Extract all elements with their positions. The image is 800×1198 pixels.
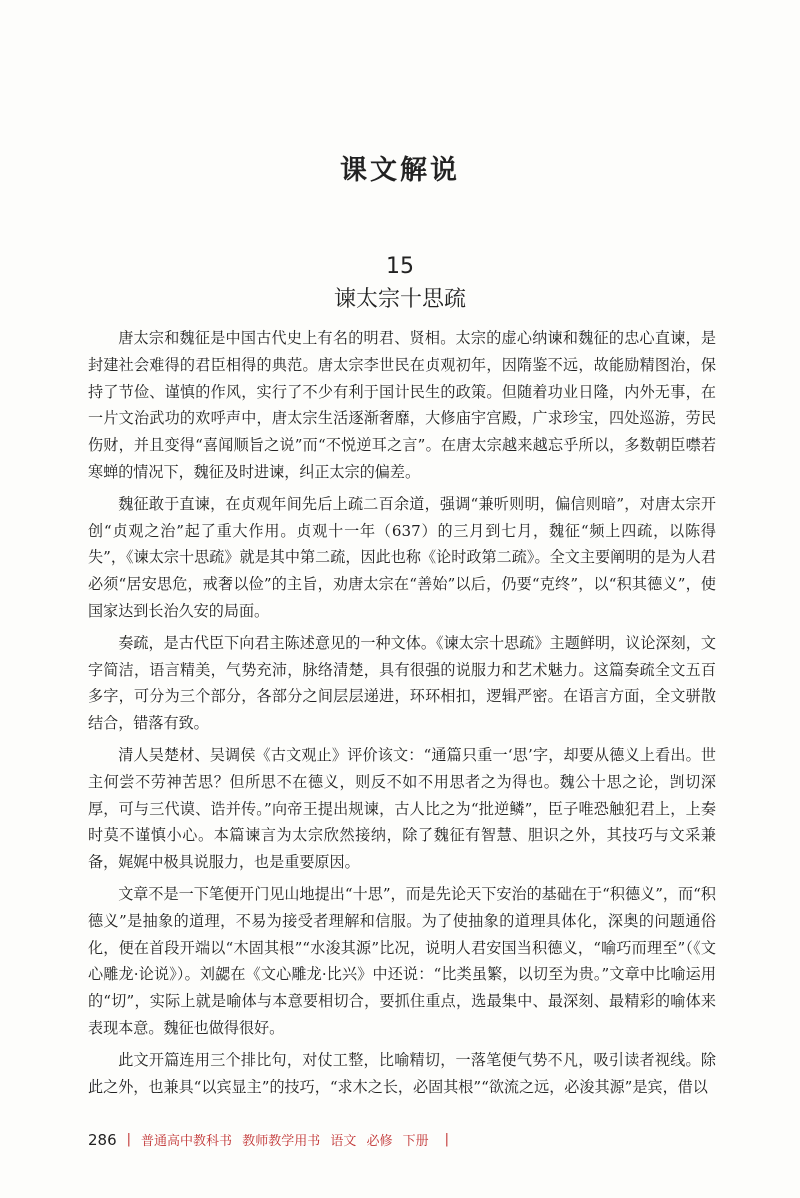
book-type: 教师教学用书 <box>242 1134 321 1149</box>
lesson-number: 15 <box>386 254 414 279</box>
paragraph: 奏疏，是古代臣下向君主陈述意见的一种文体。《谏太宗十思疏》主题鲜明，议论深刻，文字简洁，语言精美，气势充沛，脉络清楚，具有很强的说服力和艺术魅力。这篇奏疏全文五百多字，可分为三个部分，各部分之间层层递进，环环相扣，逻辑严密。在语言方面，全文骈散结合，错落有致。 <box>88 633 716 733</box>
book-subject: 语文 <box>330 1134 357 1149</box>
body-text <box>88 325 716 1105</box>
paragraph: 魏征敢于直谏，在贞观年间先后上疏二百余道，强调“兼听则明，偏信则暗”，对唐太宗开创“贞观之治”起了重大作用。贞观十一年（637）的三月到七月，魏征“频上四疏，以陈得失”，《谏太宗十思疏》就是其中第二疏，因此也称《论时政第二疏》。全文主要阐明的是为人君必须“居安思危，戒奢以俭”的主旨，劝唐太宗在“善始”以后，仍要“克终”，以“积其德义”，使国家达到长治久安的局面。 <box>88 494 716 620</box>
paragraph: 此文开篇连用三个排比句，对仗工整，比喻精切，一落笔便气势不凡，吸引读者视线。除此之外，也兼具“以宾显主”的技巧，“求木之长，必固其根”“欲流之远，必浚其源”是宾，借以 <box>88 1050 716 1096</box>
page-number: 286 <box>88 1130 117 1149</box>
lesson-title: 谏太宗十思疏 <box>333 287 466 312</box>
book-info <box>141 1130 435 1149</box>
paragraph: 唐太宗和魏征是中国古代史上有名的明君、贤相。太宗的虚心纳谏和魏征的忠心直谏，是封建社会难得的君臣相得的典范。唐太宗李世民在贞观初年，因隋鉴不远，故能励精图治，保持了节俭、谨慎的作风，实行了不少有利于国计民生的政策。但随着功业日隆，内外无事，在一片文治武功的欢呼声中，唐太宗生活逐渐奢靡，大修庙宇宫殿，广求珍宝，四处巡游，劳民伤财，并且变得“喜闻顺旨之说”而“不悦逆耳之言”。在唐太宗越来越忘乎所以，多数朝臣噤若寒蝉的情况下，魏征及时进谏，纠正太宗的偏差。 <box>88 329 716 481</box>
section-title: 课文解说 <box>340 155 460 186</box>
page-footer <box>88 1130 459 1149</box>
book-volume: 下册 <box>402 1134 429 1149</box>
book-series: 普通高中教科书 <box>141 1134 233 1149</box>
paragraph: 文章不是一下笔便开门见山地提出“十思”，而是先论天下安治的基础在于“积德义”，而“积德义”是抽象的道理，不易为接受者理解和信服。为了使抽象的道理具体化，深奥的问题通俗化，便在首段开端以“木固其根”“水浚其源”比况，说明人君安国当积德义，“喻巧而理至”（《文心雕龙·论说》）。刘勰在《文心雕龙·比兴》中还说：“比类虽繁，以切至为贵。”文章中比喻运用的“切”，实际上就是喻体与本意要相切合，要抓住重点，选最集中、最深刻、最精彩的喻体来表现本意。魏征也做得很好。 <box>88 884 716 1037</box>
book-level: 必修 <box>366 1134 393 1149</box>
footer-end-separator: | <box>444 1132 450 1147</box>
footer-separator: | <box>126 1132 132 1147</box>
paragraph: 清人吴楚材、吴调侯《古文观止》评价该文：“通篇只重一‘思’字，却要从德义上看出。世主何尝不劳神苦思？但所思不在德义，则反不如不用思者之为得也。魏公十思之论，剀切深厚，可与三代谟、诰并传。”向帝王提出规谏，古人比之为“批逆鳞”，臣子唯恐触犯君上，上奏时莫不谨慎小心。本篇谏言为太宗欣然接纳，除了魏征有智慧、胆识之外，其技巧与文采兼备，娓娓中极具说服力，也是重要原因。 <box>88 745 716 872</box>
